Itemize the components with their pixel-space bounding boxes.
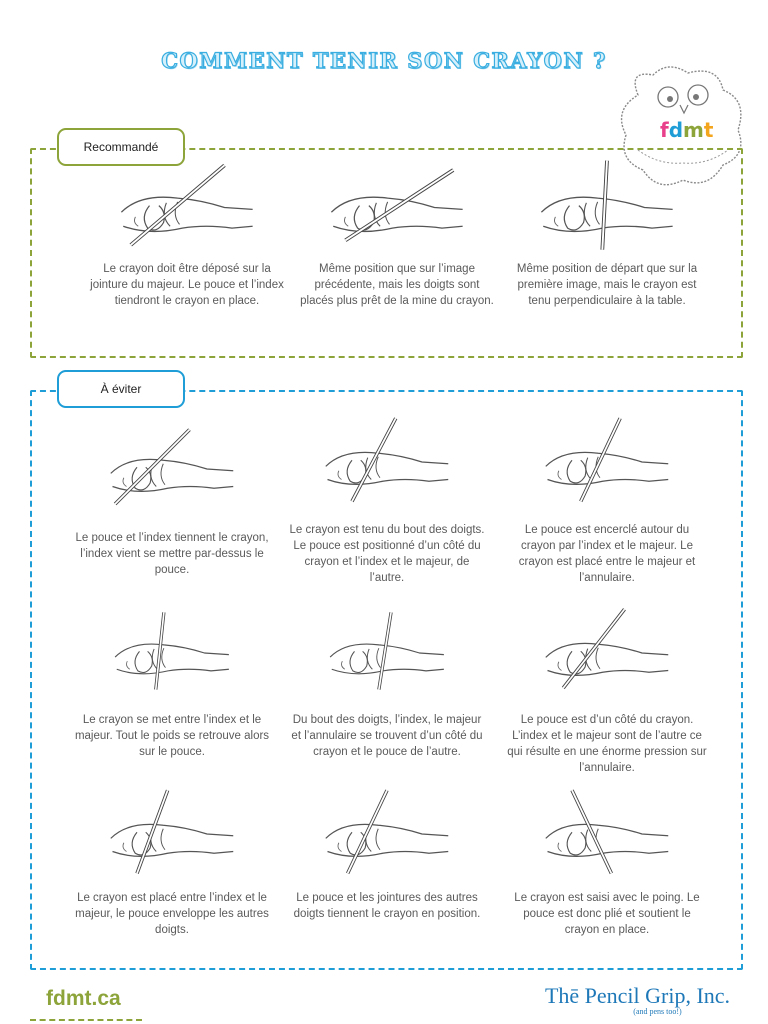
avoid-caption-9: Le crayon est saisi avec le poing. Le pouce est donc plié et soutient le crayon en place. [514,892,700,936]
brand-name: Thē Pencil Grip, Inc. [544,983,731,1008]
avoid-caption-1: Le pouce et l’index tiennent le crayon, l’index vient se mettre par-dessus le pouce. [75,532,269,576]
recommended-item-1 [87,160,287,309]
pencil-grip-ring-pressure-icon [537,600,677,706]
recommended-caption-3: Même position de départ que sur la première image, mais le crayon est tenu perpendiculaire à la table. [516,263,698,307]
avoid-caption-2: Le crayon est tenu du bout des doigts. Le pouce est positionné d’un côté du crayon et l’index et le majeur, de l’autre. [289,524,485,584]
recommended-item-2 [297,160,497,309]
avoid-item-2 [287,408,487,586]
avoid-item-3 [507,408,707,586]
brand-tagline: (and pens too!) [633,1007,682,1016]
avoid-caption-3: Le pouce est encerclé autour du crayon par l’index et le majeur. Le crayon est placé entre le majeur et l’annulaire. [518,524,696,584]
pencil-grip-thumb-envelop-icon [102,784,242,884]
pencil-grip-logo [530,983,745,1016]
pencil-grip-thumb-wrap-icon [537,408,677,516]
pencil-grip-index-over-thumb-icon [102,414,242,524]
pencil-grip-fist-icon [537,784,677,884]
owl-badge-text: fdmt [660,118,714,142]
avoid-caption-4: Le crayon se met entre l’index et le majeur. Tout le poids se retrouve alors sur le pouce. [74,714,270,758]
pencil-grip-three-fingers-icon [322,600,452,706]
avoid-item-4 [72,600,272,760]
pencil-grip-fingertips-icon [317,408,457,516]
recommended-caption-1: Le crayon doit être déposé sur la jointure du majeur. Le pouce et l’index tiendront le crayon en place. [90,263,284,307]
avoid-caption-8: Le pouce et les jointures des autres doigts tiennent le crayon en position. [293,892,481,920]
pencil-grip-tripod-icon [112,160,262,255]
pencil-grip-vertical-icon [532,160,682,255]
fdmt-footer-logo: fdmt.ca [30,985,142,1021]
pencil-grip-between-fingers-icon [107,600,237,706]
pencil-grip-near-tip-icon [322,160,472,255]
avoid-item-9 [507,784,707,938]
avoid-item-8 [287,784,487,922]
recommended-item-3 [507,160,707,309]
avoid-item-7 [72,784,272,938]
avoid-item-6 [507,600,707,776]
avoid-caption-6: Le pouce est d’un côté du crayon. L’index et le majeur sont de l’autre ce qui résulte en une énorme pression sur l’annulaire. [507,714,707,774]
avoid-item-1 [72,414,272,578]
avoid-label: À éviter [57,370,185,408]
pencil-grip-knuckles-icon [317,784,457,884]
recommended-section [30,140,743,358]
recommended-label: Recommandé [57,128,185,166]
avoid-item-5 [287,600,487,760]
recommended-caption-2: Même position que sur l’image précédente, mais les doigts sont placés plus prêt de la mine du crayon. [300,263,494,307]
avoid-section [30,382,743,970]
avoid-caption-7: Le crayon est placé entre l’index et le majeur, le pouce enveloppe les autres doigts. [75,892,269,936]
avoid-caption-5: Du bout des doigts, l’index, le majeur et l’annulaire se trouvent d’un côté du crayon et le pouce de l’autre. [291,714,483,758]
page-title: COMMENT TENIR SON CRAYON ? [161,48,607,73]
